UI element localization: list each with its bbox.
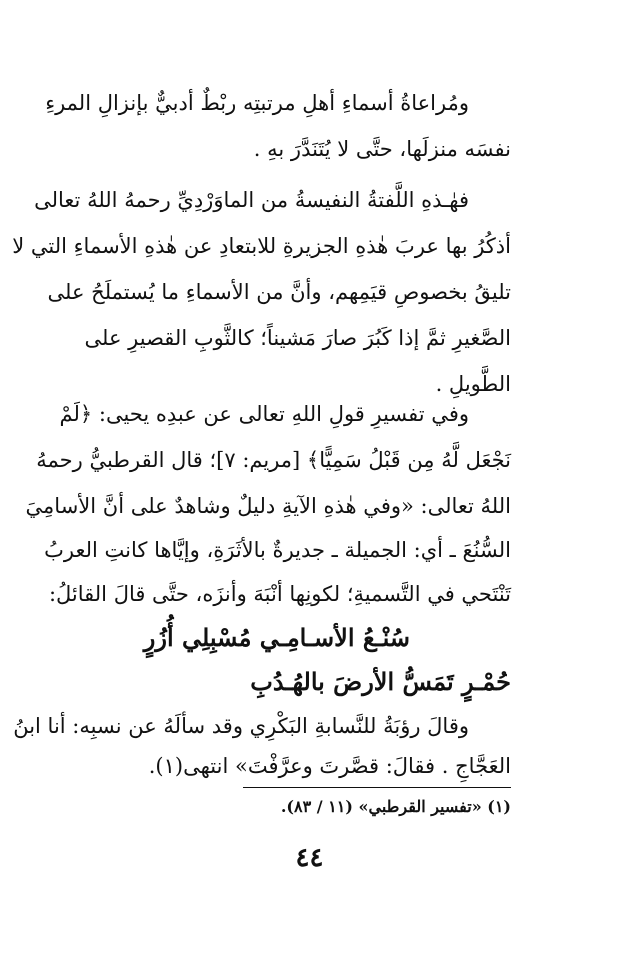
footnote-divider bbox=[243, 787, 511, 788]
paragraph-4-line-1: وقالَ رؤبَةُ للنَّسابةِ البَكْرِي وقد سألَهُ عن نسبِه: أنا ابنُ bbox=[13, 714, 469, 738]
paragraph-3-line-1: وفي تفسيرِ قولِ اللهِ تعالى عن عبدِه يحيى: ﴿لَمْ bbox=[59, 402, 469, 426]
paragraph-1-line-2: نفسَه منزلَها، حتَّى لا يُتَنَدَّرَ بهِ . bbox=[253, 137, 511, 161]
paragraph-3-line-2: نَجْعَل لَّهُ مِن قَبْلُ سَمِيًّا﴾ [مريم: ٧]؛ قال القرطبيُّ رحمهُ bbox=[36, 448, 511, 472]
paragraph-2-line-5: الطَّويلِ . bbox=[435, 372, 511, 396]
paragraph-1-line-1: ومُراعاةُ أسماءِ أهلِ مرتبتِه ربْطٌ أدبيٌّ بإنزالِ المرءِ bbox=[45, 91, 469, 115]
paragraph-3-line-5: تَنْتَحي في التَّسميةِ؛ لكونِها أنْبَهَ وأنزَه، حتَّى قالَ القائلُ: bbox=[48, 582, 511, 606]
verse-line-1: سُنْـعُ الأسـامِـي مُسْبِلِي أُزُرٍ bbox=[143, 623, 410, 652]
paragraph-2-line-1: فهٰـذهِ اللَّفتةُ النفيسةُ من الماوَرْدِيِّ رحمهُ اللهُ تعالى bbox=[34, 188, 469, 212]
footnote: (١) «تفسير القرطبي» (١١ / ٨٣). bbox=[280, 797, 511, 816]
paragraph-2-line-3: تليقُ بخصوصِ قيَمِهم، وأنَّ من الأسماءِ ما يُستملَحُ على bbox=[47, 280, 511, 304]
paragraph-3-line-3: اللهُ تعالى: «وفي هٰذهِ الآيةِ دليلٌ وشاهدٌ على أنَّ الأسامِيَ bbox=[25, 494, 511, 518]
verse-line-2: حُمْـرٍ تَمَسُّ الأرضَ بالهُـدُبِ bbox=[250, 667, 511, 696]
paragraph-2-line-2: أذكُرُ بها عربَ هٰذهِ الجزيرةِ للابتعادِ عن هٰذهِ الأسماءِ التي لا bbox=[12, 234, 511, 258]
paragraph-4-line-2: العَجَّاجِ . فقالَ: قصَّرتَ وعرَّفْتَ» انتهى(١). bbox=[148, 754, 511, 778]
paragraph-3-line-4: السُّنُعَ ـ أي: الجميلة ـ جديرةٌ بالأثَرَةِ، وإيَّاها كانتِ العربُ bbox=[44, 538, 511, 562]
paragraph-2-line-4: الصَّغيرِ ثمَّ إذا كَبُرَ صارَ مَشيناً؛ كالثَّوبِ القصيرِ على bbox=[84, 326, 511, 350]
page-number: ٤٤ bbox=[295, 843, 324, 873]
